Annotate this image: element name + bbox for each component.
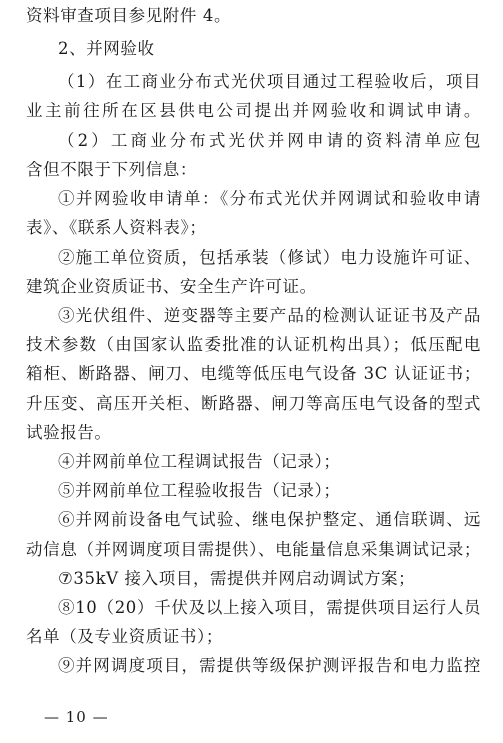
text-line-3: （1）在工商业分布式光伏项目通过工程验收后，项目: [58, 72, 481, 91]
list-item-3: ③光伏组件、逆变器等主要产品的检测认证证书及产品: [58, 306, 481, 325]
list-item-8: ⑧10（20）千伏及以上接入项目，需提供项目运行人员: [58, 598, 481, 617]
list-item-1-cont: 表》、《联系人资料表》；: [26, 218, 207, 237]
text-line-6: 含但不限于下列信息：: [26, 160, 197, 179]
list-item-9: ⑨并网调度项目，需提供等级保护测评报告和电力监控: [58, 656, 481, 675]
list-item-4: ④并网前单位工程调试报告（记录）；: [58, 452, 341, 471]
section-heading-grid-acceptance: 2、并网验收: [58, 39, 155, 58]
list-item-7: ⑦35kV 接入项目，需提供并网启动调试方案；: [58, 569, 416, 588]
list-item-3-cont-3: 升压变、高压开关柜、断路器、闸刀等高压电气设备的型式: [26, 394, 481, 413]
list-item-6: ⑥并网前设备电气试验、继电保护整定、通信联调、远: [58, 510, 481, 529]
text-line-1: 资料审查项目参见附件 4。: [26, 6, 232, 25]
list-item-1: ①并网验收申请单：《分布式光伏并网调试和验收申请: [58, 189, 481, 208]
list-item-6-cont: 动信息（并网调度项目需提供）、电能量信息采集调试记录；: [26, 540, 481, 559]
list-item-5: ⑤并网前单位工程验收报告（记录）；: [58, 481, 341, 500]
list-item-3-cont-1: 技术参数（由国家认监委批准的认证机构出具）；低压配电: [26, 335, 481, 354]
page-number: — 10 —: [44, 708, 109, 726]
text-line-5: （2）工商业分布式光伏并网申请的资料清单应包: [58, 131, 481, 150]
text-line-4: 业主前往所在区县供电公司提出并网验收和调试申请。: [26, 101, 481, 120]
list-item-2-cont: 建筑企业资质证书、安全生产许可证。: [26, 277, 317, 296]
list-item-3-cont-2: 箱柜、断路器、闸刀、电缆等低压电气设备 3C 认证证书；: [26, 364, 481, 383]
list-item-3-cont-4: 试验报告。: [26, 423, 112, 442]
list-item-2: ②施工单位资质，包括承装（修试）电力设施许可证、: [58, 248, 481, 267]
list-item-8-cont: 名单（及专业资质证书）；: [26, 627, 223, 646]
